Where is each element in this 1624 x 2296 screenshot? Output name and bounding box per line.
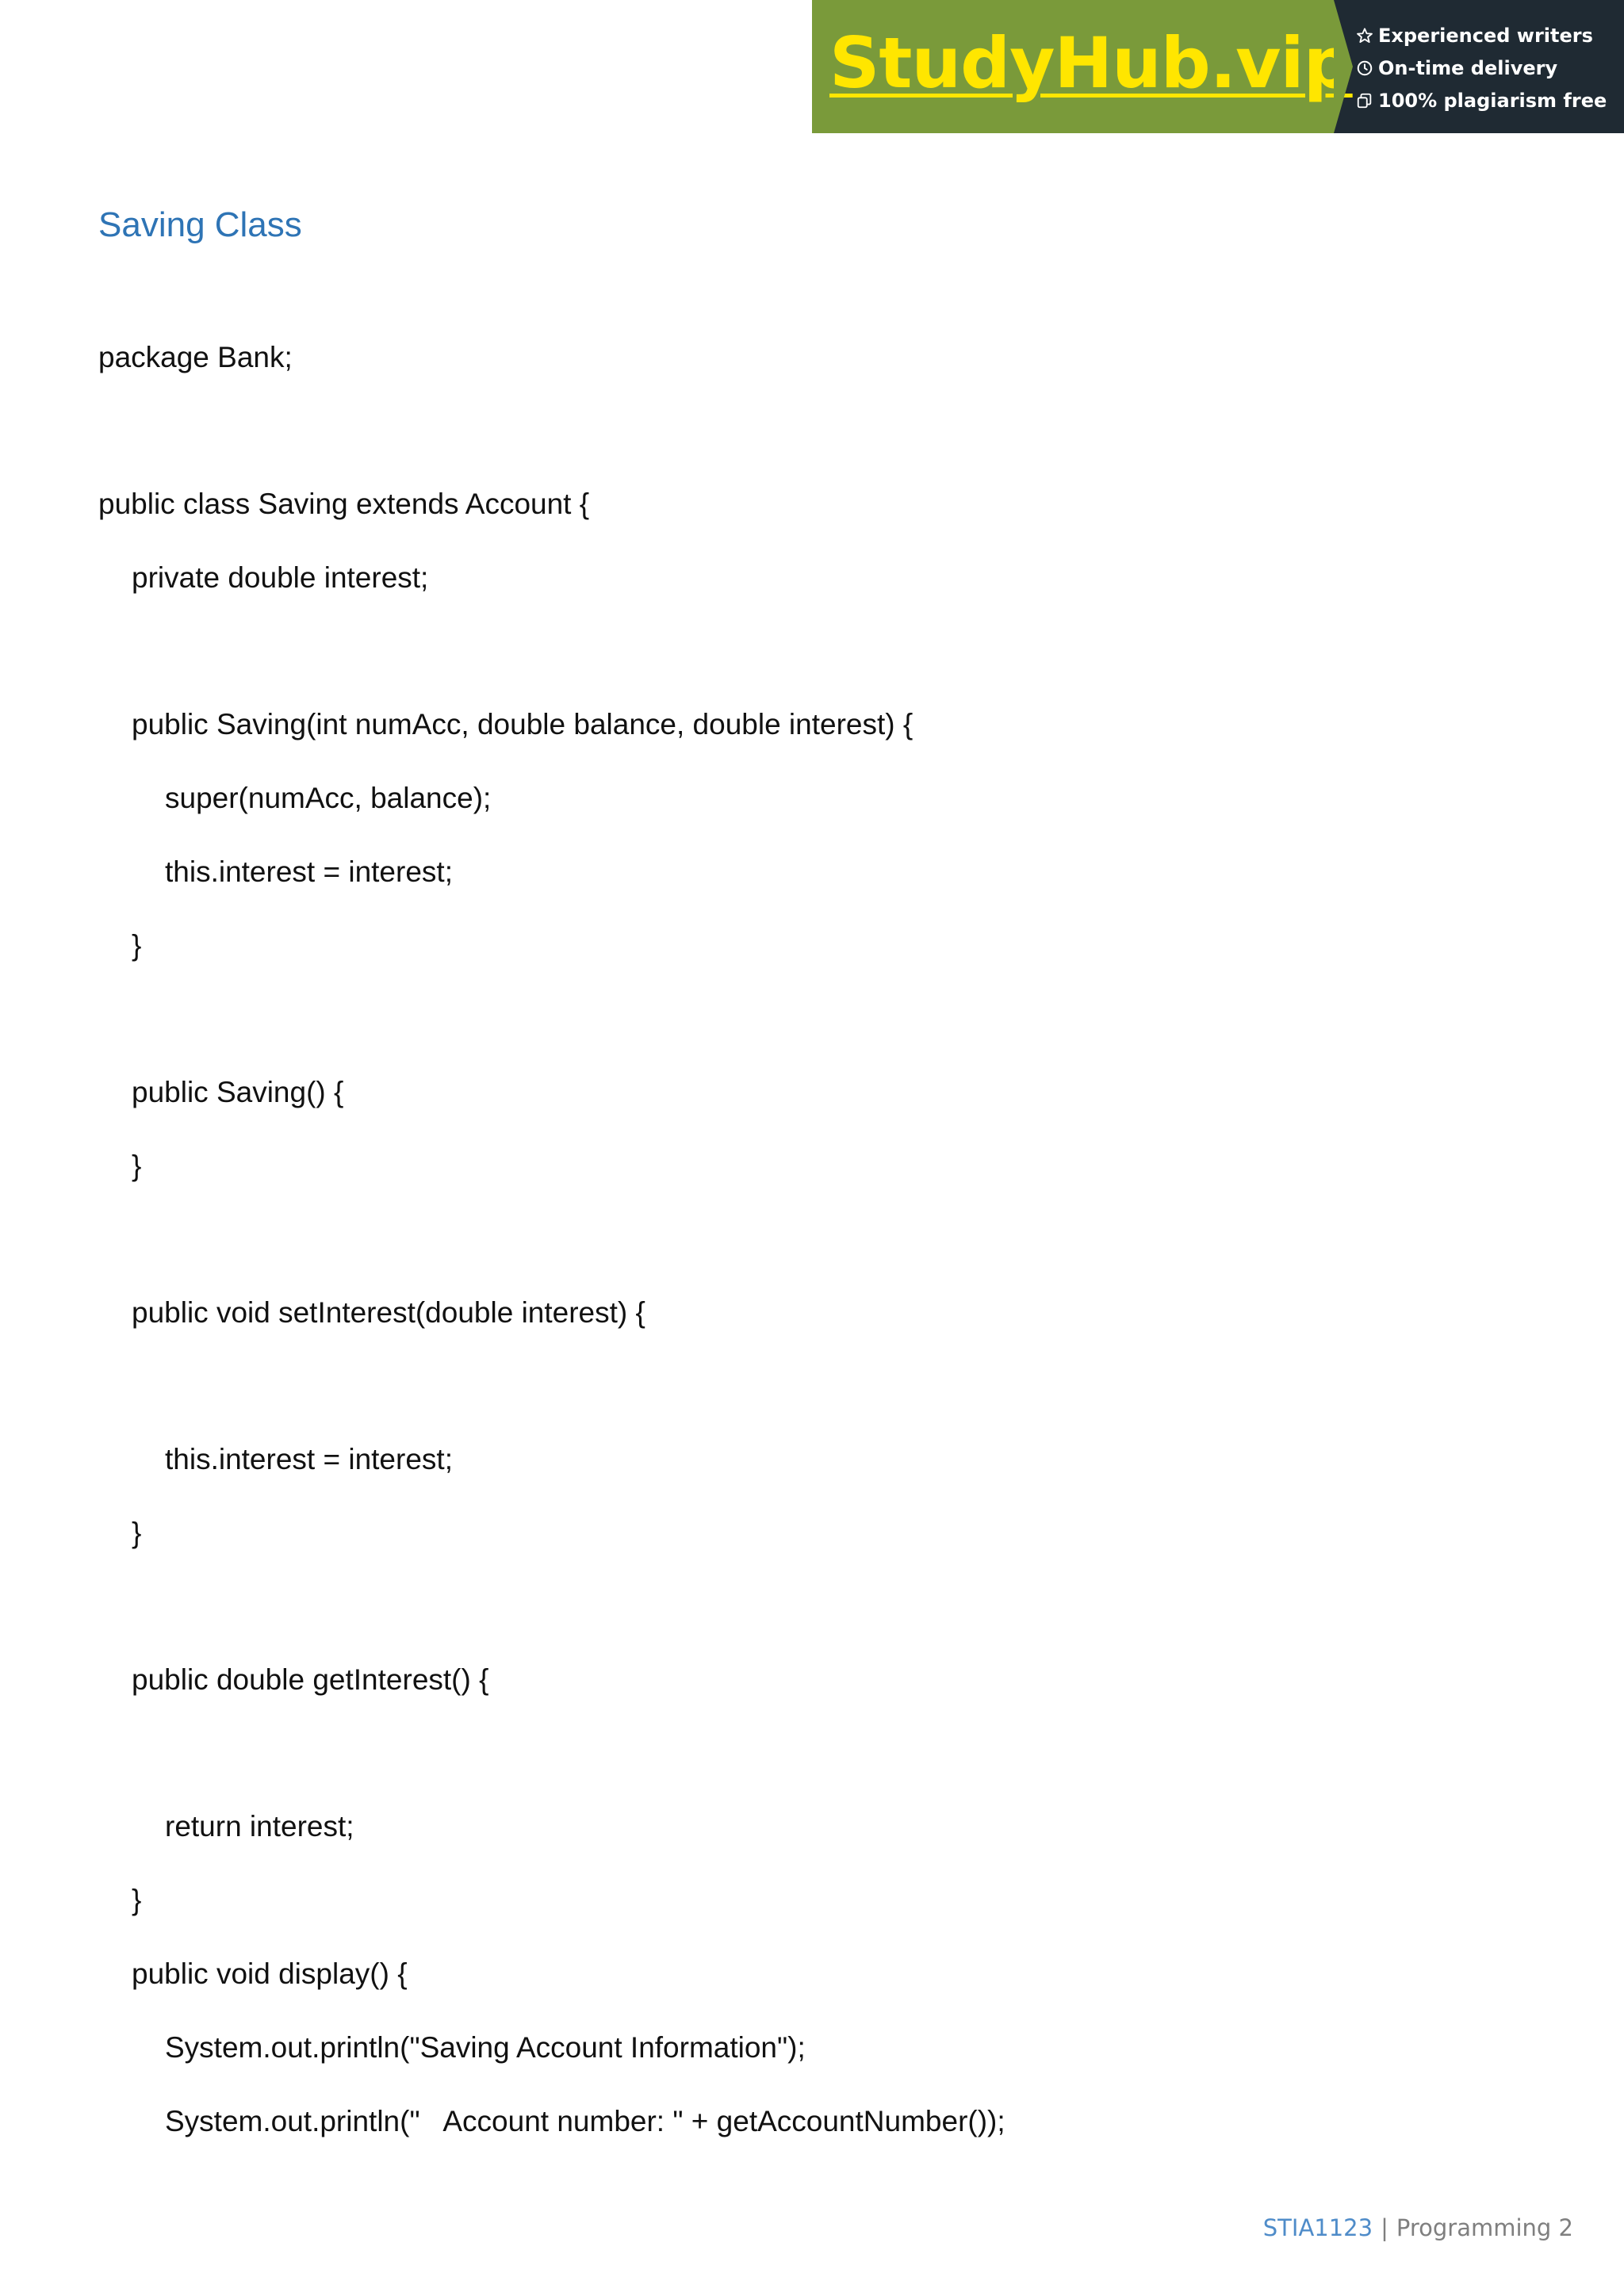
code-line: public double getInterest() { xyxy=(132,1663,489,1696)
banner-arrow-shape xyxy=(1334,0,1353,133)
code-line: private double interest; xyxy=(132,561,429,594)
footer-course-name: Programming 2 xyxy=(1396,2214,1573,2241)
code-line: System.out.println(" Account number: " + getAccountNumber()); xyxy=(165,2105,1005,2137)
code-line: this.interest = interest; xyxy=(165,855,453,888)
brand-logo-text: StudyHub.vip xyxy=(829,22,1353,104)
footer-separator: | xyxy=(1381,2214,1388,2241)
code-line: } xyxy=(132,1884,142,1916)
code-line: public void display() { xyxy=(132,1957,408,1990)
clock-icon xyxy=(1356,59,1373,77)
section-heading: Saving Class xyxy=(98,205,302,244)
code-line: System.out.println("Saving Account Information"); xyxy=(165,2031,806,2064)
star-icon xyxy=(1356,27,1373,44)
code-line: this.interest = interest; xyxy=(165,1443,453,1475)
code-line: return interest; xyxy=(165,1810,354,1843)
page-footer xyxy=(1263,2212,1573,2244)
code-line: public Saving(int numAcc, double balance, double interest) { xyxy=(132,708,914,740)
banner-perks-list xyxy=(1356,19,1618,117)
code-line: public Saving() { xyxy=(132,1076,344,1108)
code-line: public void setInterest(double interest) { xyxy=(132,1296,645,1329)
perk-label: Experienced writers xyxy=(1378,24,1593,47)
code-line: super(numAcc, balance); xyxy=(165,782,492,814)
code-line: } xyxy=(132,1150,142,1182)
promo-banner[interactable] xyxy=(812,0,1624,133)
perk-item xyxy=(1356,84,1618,117)
banner-brand-panel xyxy=(812,0,1353,133)
code-line: public class Saving extends Account { xyxy=(98,488,590,520)
code-line: } xyxy=(132,1517,142,1549)
perk-label: 100% plagiarism free xyxy=(1378,89,1607,112)
code-line: } xyxy=(132,929,142,962)
perk-item xyxy=(1356,52,1618,84)
code-line: package Bank; xyxy=(98,341,293,373)
perk-label: On-time delivery xyxy=(1378,56,1558,79)
perk-item xyxy=(1356,19,1618,52)
copy-icon xyxy=(1356,92,1373,109)
footer-course-code: STIA1123 xyxy=(1262,2214,1373,2241)
